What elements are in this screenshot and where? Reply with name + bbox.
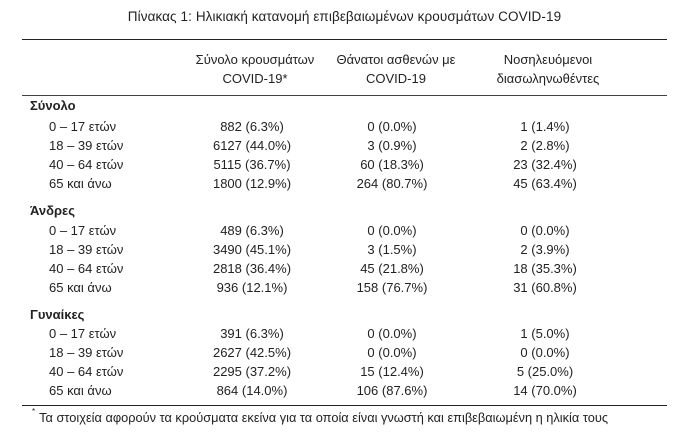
row-label: 65 και άνω [49, 383, 112, 398]
cell-intubated: 5 (25.0%) [516, 364, 574, 379]
cell-cases: 6127 (44.0%) [212, 138, 292, 153]
table-bottom-rule [22, 405, 667, 406]
cell-intubated: 23 (32.4%) [513, 157, 577, 172]
cell-intubated: 45 (63.4%) [513, 176, 577, 191]
footnote [32, 407, 609, 425]
cell-deaths: 45 (21.8%) [360, 261, 424, 276]
column-header-deaths-line1: Θάνατοι ασθενών με [336, 52, 456, 67]
row-label: 18 – 39 ετών [49, 138, 124, 153]
column-header-intubated-line2: διασωληνωθέντες [496, 71, 600, 86]
row-label: 40 – 64 ετών [49, 157, 124, 172]
row-label: 0 – 17 ετών [49, 326, 117, 341]
cell-cases: 1800 (12.9%) [212, 176, 292, 191]
cell-deaths: 3 (0.9%) [367, 138, 417, 153]
row-label: 0 – 17 ετών [49, 223, 117, 238]
column-header-cases-line1: Σύνολο κρουσμάτων [195, 52, 315, 67]
cell-deaths: 0 (0.0%) [367, 326, 417, 341]
cell-intubated: 0 (0.0%) [520, 345, 570, 360]
cell-deaths: 0 (0.0%) [367, 119, 417, 134]
section-label-total: Σύνολο [30, 98, 76, 113]
column-header-intubated-line1: Νοσηλευόμενοι [503, 52, 593, 67]
cell-cases: 391 (6.3%) [220, 326, 284, 341]
footnote-text: Τα στοιχεία αφορούν τα κρούσματα εκείνα για τα οποία είναι γνωστή και επιβεβαιωμένη η ηλικία τους [39, 410, 609, 425]
column-header-cases-line2: COVID-19* [222, 71, 288, 86]
cell-deaths: 0 (0.0%) [367, 345, 417, 360]
row-label: 40 – 64 ετών [49, 261, 124, 276]
cell-cases: 5115 (36.7%) [213, 157, 291, 172]
row-label: 18 – 39 ετών [49, 242, 124, 257]
cell-intubated: 2 (3.9%) [520, 242, 570, 257]
table-top-rule [22, 39, 667, 40]
cell-deaths: 3 (1.5%) [367, 242, 417, 257]
column-header-intubated [463, 50, 633, 88]
row-label: 65 και άνω [49, 280, 112, 295]
cell-intubated: 1 (1.4%) [520, 119, 570, 134]
column-header-deaths [308, 50, 484, 88]
column-header-deaths-line2: COVID-19 [366, 71, 426, 86]
cell-intubated: 18 (35.3%) [513, 261, 577, 276]
row-label: 40 – 64 ετών [49, 364, 124, 379]
cell-cases: 936 (12.1%) [216, 280, 288, 295]
cell-cases: 2627 (42.5%) [212, 345, 292, 360]
table-title: Πίνακας 1: Ηλικιακή κατανομή επιβεβαιωμένων κρουσμάτων COVID-19 [127, 9, 562, 24]
cell-deaths: 0 (0.0%) [367, 223, 417, 238]
cell-cases: 882 (6.3%) [220, 119, 284, 134]
cell-deaths: 264 (80.7%) [356, 176, 428, 191]
cell-deaths: 60 (18.3%) [360, 157, 424, 172]
cell-deaths: 158 (76.7%) [356, 280, 428, 295]
cell-cases: 2295 (37.2%) [212, 364, 292, 379]
cell-intubated: 14 (70.0%) [513, 383, 577, 398]
cell-cases: 864 (14.0%) [216, 383, 288, 398]
cell-intubated: 0 (0.0%) [520, 223, 570, 238]
cell-deaths: 15 (12.4%) [360, 364, 424, 379]
cell-intubated: 2 (2.8%) [520, 138, 570, 153]
row-label: 65 και άνω [49, 176, 112, 191]
table-header-rule [22, 95, 667, 96]
cell-deaths: 106 (87.6%) [356, 383, 428, 398]
row-label: 18 – 39 ετών [49, 345, 124, 360]
section-label-men: Άνδρες [30, 203, 75, 218]
row-label: 0 – 17 ετών [49, 119, 117, 134]
cell-cases: 3490 (45.1%) [212, 242, 292, 257]
cell-intubated: 31 (60.8%) [513, 280, 577, 295]
cell-intubated: 1 (5.0%) [520, 326, 570, 341]
footnote-marker: * [32, 407, 36, 416]
cell-cases: 2818 (36.4%) [212, 261, 292, 276]
cell-cases: 489 (6.3%) [220, 223, 284, 238]
section-label-women: Γυναίκες [30, 307, 85, 322]
